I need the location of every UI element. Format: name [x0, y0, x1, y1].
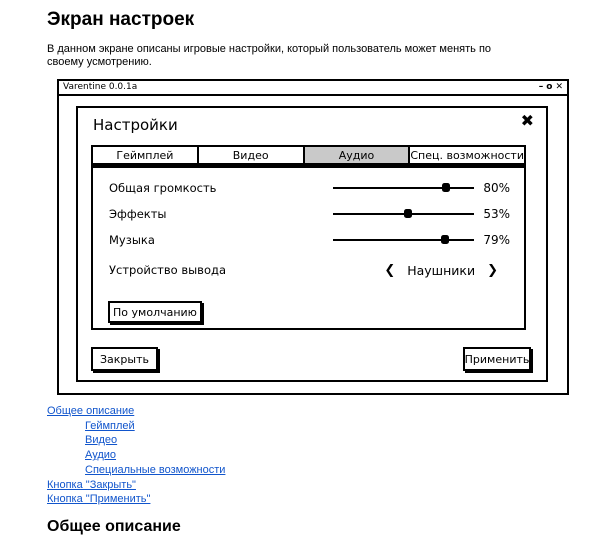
link-gameplay[interactable]: Геймплей [85, 419, 135, 432]
link-apply-button[interactable]: Кнопка "Применить" [47, 493, 151, 506]
slider-row-effects [93, 205, 524, 223]
window-title: Varentine 0.0.1a [63, 82, 138, 92]
chevron-right-icon[interactable]: ❯ [487, 262, 498, 278]
slider-value: 79% [483, 233, 510, 247]
master-volume-slider[interactable] [333, 187, 474, 189]
page-title: Экран настроек [47, 9, 195, 30]
toc-links [47, 404, 225, 507]
link-accessibility[interactable]: Специальные возможности [85, 463, 226, 476]
settings-dialog [76, 106, 548, 382]
dialog-close-icon[interactable]: ✖ [520, 111, 534, 130]
slider-row-master-volume [93, 179, 524, 197]
link-general-description[interactable]: Общее описание [47, 405, 135, 417]
maximize-icon[interactable]: o [546, 81, 553, 92]
effects-slider[interactable] [333, 213, 474, 215]
minimize-icon[interactable]: – [538, 81, 544, 92]
tab-video[interactable]: Видео [197, 145, 305, 165]
output-device-label: Устройство вывода [109, 263, 226, 277]
section-heading: Общее описание [47, 518, 181, 535]
window-titlebar [59, 81, 567, 96]
link-close-button[interactable]: Кнопка "Закрыть" [47, 478, 136, 491]
output-device-row [93, 261, 524, 279]
defaults-button[interactable]: По умолчанию [108, 301, 202, 323]
tab-accessibility[interactable]: Спец. возможности [408, 145, 526, 165]
slider-knob[interactable] [442, 183, 450, 192]
mockup-window [57, 79, 569, 395]
tab-audio[interactable]: Аудио [303, 145, 411, 165]
slider-value: 53% [483, 207, 510, 221]
window-close-icon[interactable]: ✕ [555, 81, 563, 92]
tab-gameplay[interactable]: Геймплей [91, 145, 199, 165]
music-slider[interactable] [333, 239, 474, 241]
dialog-title: Настройки [93, 116, 178, 134]
close-button[interactable]: Закрыть [91, 347, 158, 371]
window-controls [539, 83, 563, 92]
slider-row-music [93, 231, 524, 249]
link-video[interactable]: Видео [85, 434, 118, 447]
tab-strip [91, 145, 526, 168]
slider-knob[interactable] [441, 235, 449, 244]
chevron-left-icon[interactable]: ❮ [384, 262, 396, 278]
tab-content-panel [91, 168, 526, 330]
slider-knob[interactable] [404, 209, 412, 218]
link-audio[interactable]: Аудио [85, 449, 117, 462]
slider-value: 80% [483, 181, 510, 195]
output-device-stepper [384, 263, 510, 278]
slider-label: Общая громкость [109, 181, 217, 195]
output-device-value: Наушники [407, 262, 476, 278]
apply-button[interactable]: Применить [463, 347, 531, 371]
page-description: В данном экране описаны игровые настройки, который пользователь может менять по своему усмотрению. [47, 43, 492, 68]
slider-label: Эффекты [109, 207, 167, 221]
slider-label: Музыка [109, 233, 155, 247]
